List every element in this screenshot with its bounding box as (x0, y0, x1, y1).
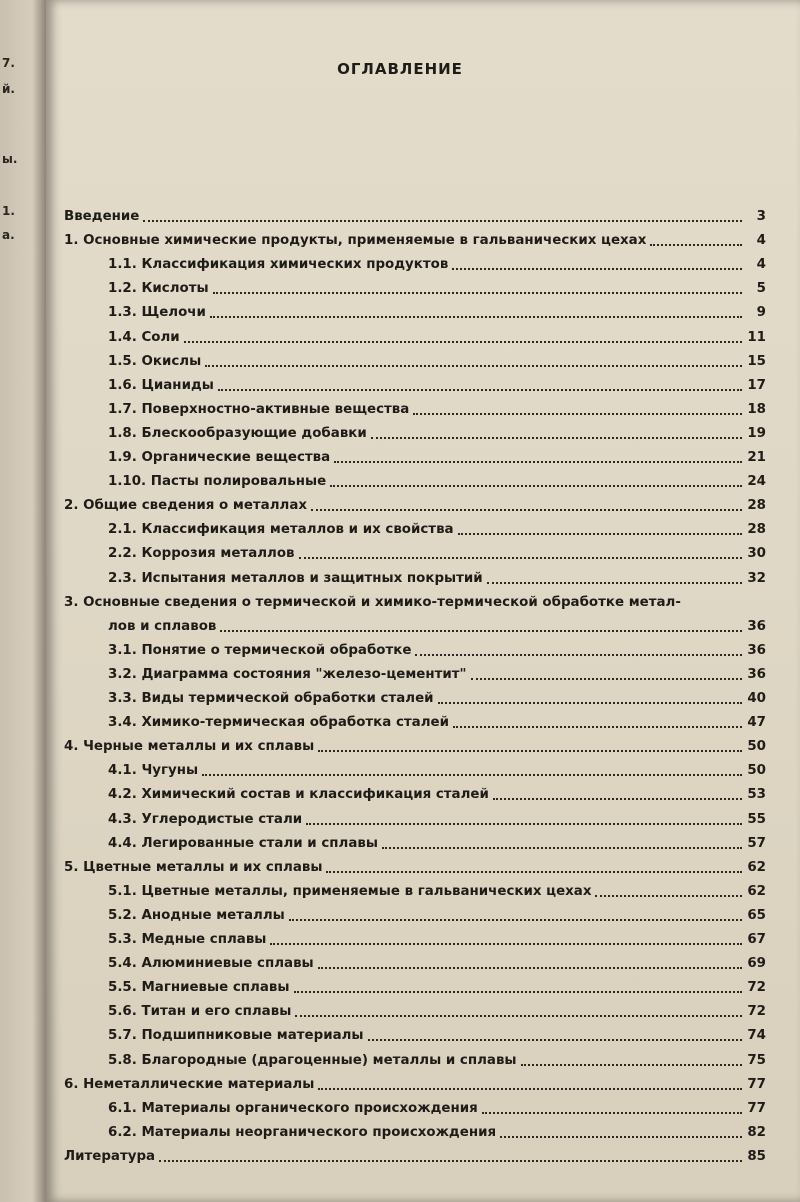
toc-leader-dots (438, 702, 742, 704)
toc-leader-dots (295, 1015, 742, 1017)
toc-entry (64, 738, 766, 756)
toc-page-number: 18 (747, 401, 766, 417)
toc-leader-dots (595, 895, 742, 897)
toc-entry (108, 329, 766, 347)
prev-page-fragment: ы. (2, 152, 18, 166)
toc-entry-title: 4.4. Легированные стали и сплавы (108, 835, 378, 851)
toc-page-number: 30 (747, 546, 766, 562)
toc-page-number: 9 (756, 305, 766, 321)
toc-page-number: 72 (747, 980, 766, 996)
toc-leader-dots (289, 919, 742, 921)
toc-entry-title: 1.6. Цианиды (108, 377, 214, 393)
book-page (46, 0, 800, 1202)
toc-page-number: 75 (747, 1052, 766, 1068)
toc-page-number: 17 (747, 377, 766, 393)
prev-page-fragment: 7. (2, 56, 15, 70)
toc-page-number: 47 (747, 715, 766, 731)
toc-leader-dots (202, 774, 742, 776)
toc-entry (108, 449, 766, 467)
toc-page-number: 3 (756, 209, 766, 224)
toc-leader-dots (218, 389, 742, 391)
toc-entry-title: 1.8. Блескообразующие добавки (108, 425, 367, 441)
toc-page-number: 50 (747, 739, 766, 755)
toc-page-number: 36 (747, 642, 766, 658)
toc-entry-title: 4.2. Химический состав и классификация сталей (108, 787, 489, 803)
toc-entry-title: 5.8. Благородные (драгоценные) металлы и сплавы (108, 1052, 517, 1068)
toc-entry (64, 497, 766, 515)
toc-entry (64, 594, 766, 612)
toc-entry (64, 208, 766, 226)
toc-leader-dots (294, 991, 743, 993)
toc-page-number: 4 (756, 257, 766, 273)
toc-leader-dots (487, 582, 742, 584)
toc-entry-title: 6.1. Материалы органического происхождения (108, 1100, 478, 1116)
toc-leader-dots (371, 437, 742, 439)
toc-leader-dots (220, 630, 742, 632)
toc-entry (108, 401, 766, 419)
toc-entry (108, 714, 766, 732)
toc-page-number: 62 (747, 859, 766, 875)
toc-entry (108, 280, 766, 298)
toc-entry (108, 304, 766, 322)
toc-page-number: 50 (747, 763, 766, 779)
toc-entry-title: 5. Цветные металлы и их сплавы (64, 859, 323, 875)
toc-entry-title: 2.3. Испытания металлов и защитных покрытий (108, 570, 483, 586)
toc-entry (108, 1052, 766, 1070)
toc-page-number: 32 (747, 570, 766, 586)
toc-entry-title: Литература (64, 1148, 156, 1164)
toc-page-number: 69 (747, 956, 766, 972)
toc-leader-dots (452, 268, 742, 270)
toc-entry (64, 859, 766, 877)
prev-page-fragment: а. (2, 228, 15, 242)
toc-entry-title: 1.7. Поверхностно-активные вещества (108, 401, 410, 417)
toc-entry (108, 1100, 766, 1118)
toc-entry-title: 3.1. Понятие о термической обработке (108, 642, 412, 658)
toc-page-number: 15 (747, 353, 766, 369)
prev-page-fragment: 1. (2, 204, 15, 218)
toc-entry-title: 1.4. Соли (108, 329, 180, 345)
toc-entry (64, 1076, 766, 1094)
toc-entry-title: 2.2. Коррозия металлов (108, 546, 295, 562)
toc-page-number: 57 (747, 835, 766, 851)
toc-entry (108, 1003, 766, 1021)
toc-page-number: 36 (747, 618, 766, 634)
toc-leader-dots (413, 413, 742, 415)
toc-page-number: 77 (747, 1100, 766, 1116)
toc-entry (108, 256, 766, 274)
toc-leader-dots (318, 967, 742, 969)
toc-entry-title: 2.1. Классификация металлов и их свойства (108, 522, 454, 538)
toc-leader-dots (493, 798, 742, 800)
toc-page-number: 82 (747, 1124, 766, 1140)
toc-entry-title: лов и сплавов (108, 618, 217, 634)
toc-leader-dots (184, 341, 742, 343)
toc-entry-title: 1.3. Щелочи (108, 305, 206, 321)
toc-entry (108, 545, 766, 563)
toc-entry-title: 1. Основные химические продукты, применяемые в гальванических цехах (64, 233, 647, 249)
toc-entry-title: 1.10. Пасты полировальные (108, 474, 327, 490)
prev-page-fragment: й. (2, 82, 15, 96)
toc-entry-title: 4.1. Чугуны (108, 763, 199, 779)
toc-entry-title: 1.9. Органические вещества (108, 450, 331, 465)
toc-entry (108, 1124, 766, 1142)
toc-page-number: 55 (747, 811, 766, 827)
toc-leader-dots (311, 509, 742, 511)
toc-entry (64, 1148, 766, 1166)
toc-page-number: 77 (747, 1076, 766, 1092)
toc-leader-dots (270, 943, 742, 945)
toc-entry-title: 5.7. Подшипниковые материалы (108, 1028, 364, 1044)
toc-entry (108, 907, 766, 925)
toc-entry-title: 2. Общие сведения о металлах (64, 498, 307, 514)
toc-leader-dots (368, 1039, 742, 1041)
toc-entry-title: 1.1. Классификация химических продуктов (108, 257, 449, 273)
toc-entry (108, 979, 766, 997)
toc-entry-title: 4.3. Углеродистые стали (108, 811, 303, 827)
toc-page-number: 28 (747, 498, 766, 514)
toc-entry-title: 5.1. Цветные металлы, применяемые в гальванических цехах (108, 883, 592, 899)
toc-entry (108, 690, 766, 708)
toc-entry-title: 1.2. Кислоты (108, 281, 209, 297)
toc-leader-dots (650, 244, 742, 246)
toc-leader-dots (415, 654, 742, 656)
toc-entry-title: 5.5. Магниевые сплавы (108, 980, 290, 996)
toc-page-number: 72 (747, 1004, 766, 1020)
toc-entry (108, 811, 766, 829)
toc-entry (108, 353, 766, 371)
toc-entry (108, 955, 766, 973)
toc-leader-dots (453, 726, 742, 728)
toc-entry-title: 3.2. Диаграмма состояния "железо-цементит" (108, 666, 467, 682)
toc-entry (108, 642, 766, 660)
toc-leader-dots (306, 823, 742, 825)
toc-page-number: 40 (747, 691, 766, 706)
toc-entry-title: 6. Неметаллические материалы (64, 1076, 315, 1092)
toc-entry (108, 377, 766, 395)
previous-page-edge (0, 0, 46, 1202)
toc-page-number: 19 (747, 425, 766, 441)
toc-entry (108, 473, 766, 491)
toc-leader-dots (318, 750, 742, 752)
toc-entry (108, 425, 766, 443)
toc-leader-dots (482, 1112, 742, 1114)
toc-entry-title: 5.3. Медные сплавы (108, 932, 267, 947)
toc-entry-title: 5.2. Анодные металлы (108, 907, 285, 923)
toc-entry (108, 618, 766, 636)
toc-leader-dots (205, 365, 742, 367)
toc-page-number: 67 (747, 932, 766, 947)
toc-leader-dots (299, 557, 742, 559)
toc-entry-title: 1.5. Окислы (108, 353, 202, 369)
toc-entry-title: 5.4. Алюминиевые сплавы (108, 956, 314, 972)
toc-leader-dots (326, 871, 742, 873)
toc-entry (108, 1027, 766, 1045)
toc-leader-dots (471, 678, 742, 680)
toc-entry (108, 786, 766, 804)
toc-page-number: 11 (747, 329, 766, 345)
toc-entry-title: 3.4. Химико-термическая обработка сталей (108, 715, 449, 731)
toc-entry (108, 521, 766, 539)
toc-page-number: 62 (747, 883, 766, 899)
toc-leader-dots (521, 1064, 742, 1066)
toc-entry (108, 762, 766, 780)
toc-page-number: 53 (747, 787, 766, 803)
toc-page-number: 74 (747, 1028, 766, 1044)
toc-entry-title: 3.3. Виды термической обработки сталей (108, 691, 434, 706)
toc-leader-dots (143, 220, 742, 222)
toc-page-number: 4 (756, 233, 766, 249)
toc-page-number: 24 (747, 474, 766, 490)
toc-entry (108, 570, 766, 588)
toc-entry (64, 232, 766, 250)
toc-leader-dots (210, 316, 742, 318)
toc-leader-dots (213, 292, 742, 294)
page-title: ОГЛАВЛЕНИЕ (337, 60, 463, 78)
toc-leader-dots (334, 461, 742, 463)
toc-page-number: 28 (747, 522, 766, 538)
toc-leader-dots (500, 1136, 742, 1138)
toc-leader-dots (330, 485, 742, 487)
toc-entry-title: 3. Основные сведения о термической и химико-термической обработке метал- (64, 594, 681, 610)
toc-leader-dots (382, 847, 742, 849)
toc-entry-title: 6.2. Материалы неорганического происхождения (108, 1124, 497, 1140)
toc-leader-dots (318, 1088, 742, 1090)
toc-leader-dots (458, 533, 742, 535)
toc-page-number: 85 (747, 1148, 766, 1164)
toc-page-number: 65 (747, 907, 766, 923)
toc-entry-title: Введение (64, 209, 140, 224)
toc-page-number: 36 (747, 666, 766, 682)
toc-entry (108, 931, 766, 949)
toc-entry (108, 835, 766, 853)
toc-page-number: 21 (747, 450, 766, 465)
toc-entry-title: 4. Черные металлы и их сплавы (64, 739, 315, 755)
toc-leader-dots (159, 1160, 742, 1162)
toc-entry (108, 883, 766, 901)
toc-entry (108, 666, 766, 684)
toc-page-number: 5 (756, 281, 766, 297)
toc-entry-title: 5.6. Титан и его сплавы (108, 1004, 292, 1020)
